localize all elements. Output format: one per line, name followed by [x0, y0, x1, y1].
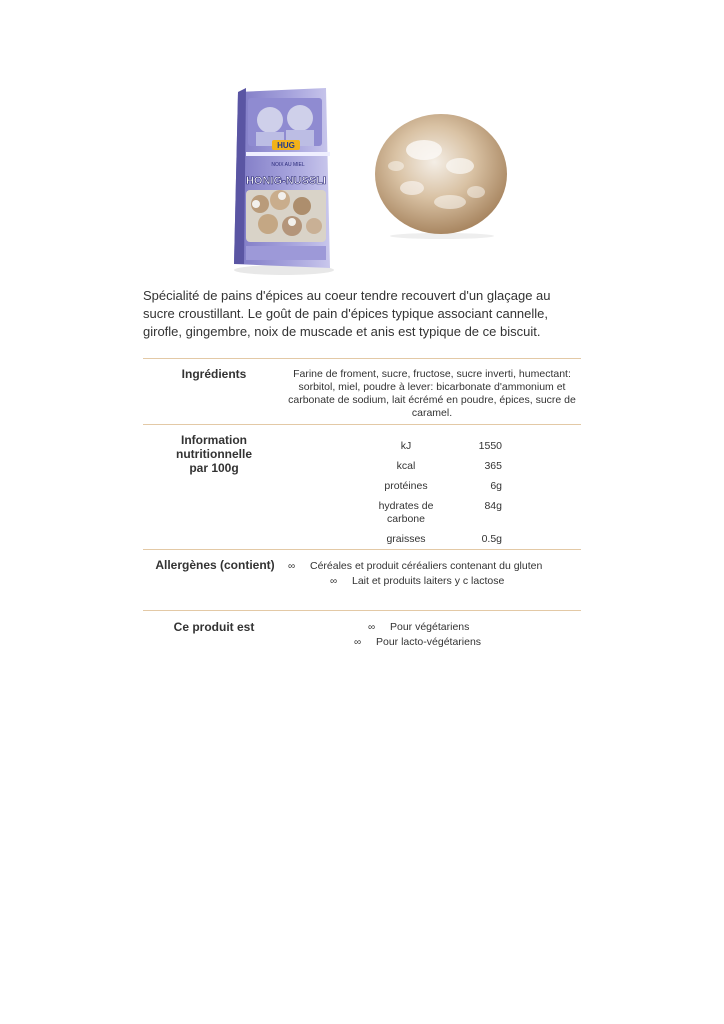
- product-is-item: [368, 621, 469, 633]
- allergen-item: [288, 560, 542, 572]
- ingredients-label: Ingrédients: [181, 367, 247, 381]
- nutrition-value: 365: [484, 460, 502, 472]
- bullet-icon: ∞: [368, 622, 376, 633]
- bag-subtitle: NOIX AU MIEL: [271, 162, 305, 168]
- nutrition-name: graisses: [386, 533, 426, 545]
- product-description: Spécialité de pains d'épices au coeur tendre recouvert d'un glaçage au sucre croustillant. Le goût de pain d'épices typique associant cannelle, girofle, gingembre, noix de muscade et anis est typique de ce biscuit.: [143, 288, 551, 339]
- divider: [143, 358, 581, 359]
- allergen-text: Céréales et produit céréaliers contenant du gluten: [310, 560, 543, 572]
- nutrition-name: [360, 500, 452, 526]
- nutrition-name-line: carbone: [387, 513, 425, 525]
- cookie-image: [366, 110, 516, 240]
- bag-product-name: HONIG-NUSSLI: [245, 175, 327, 187]
- nutrition-value: 0.5g: [481, 533, 502, 545]
- nutrition-value: 1550: [478, 440, 502, 452]
- bullet-icon: ∞: [330, 576, 338, 587]
- nutrition-value: 84g: [484, 500, 502, 512]
- nutrition-row: [360, 500, 520, 530]
- allergen-text: Lait et produits laiters y c lactose: [352, 575, 505, 587]
- product-is-text: Pour lacto-végétariens: [376, 636, 482, 648]
- product-is-label: Ce produit est: [173, 620, 255, 634]
- nutrition-name: kcal: [396, 460, 416, 472]
- ingredients-text: Farine de froment, sucre, fructose, sucre inverti, humectant: sorbitol, miel, poudre à lever: bicarbonate d'ammonium et carbonate de sodium, lait écrémé en poudre, épices, sucre de caramel.: [288, 368, 576, 419]
- divider: [143, 424, 581, 425]
- nutrition-label: [150, 433, 278, 475]
- divider: [143, 549, 581, 550]
- nutrition-label-line: par 100g: [189, 461, 239, 475]
- allergens-label: Allergènes (contient): [155, 558, 275, 572]
- nutrition-value: 6g: [490, 480, 502, 492]
- divider: [143, 610, 581, 611]
- bag-brand-logo: HUG: [277, 141, 295, 150]
- nutrition-name: kJ: [400, 440, 412, 452]
- product-bag-image: [222, 86, 340, 276]
- nutrition-label-line: Information: [181, 433, 247, 447]
- nutrition-name: protéines: [384, 480, 428, 492]
- nutrition-label-line: nutritionnelle: [176, 447, 252, 461]
- allergen-item: [330, 575, 504, 587]
- bullet-icon: ∞: [354, 637, 362, 648]
- bullet-icon: ∞: [288, 561, 296, 572]
- product-is-text: Pour végétariens: [390, 621, 470, 633]
- nutrition-name-line: hydrates de: [378, 500, 434, 512]
- product-is-item: [354, 636, 481, 648]
- nutrition-row: [360, 533, 520, 563]
